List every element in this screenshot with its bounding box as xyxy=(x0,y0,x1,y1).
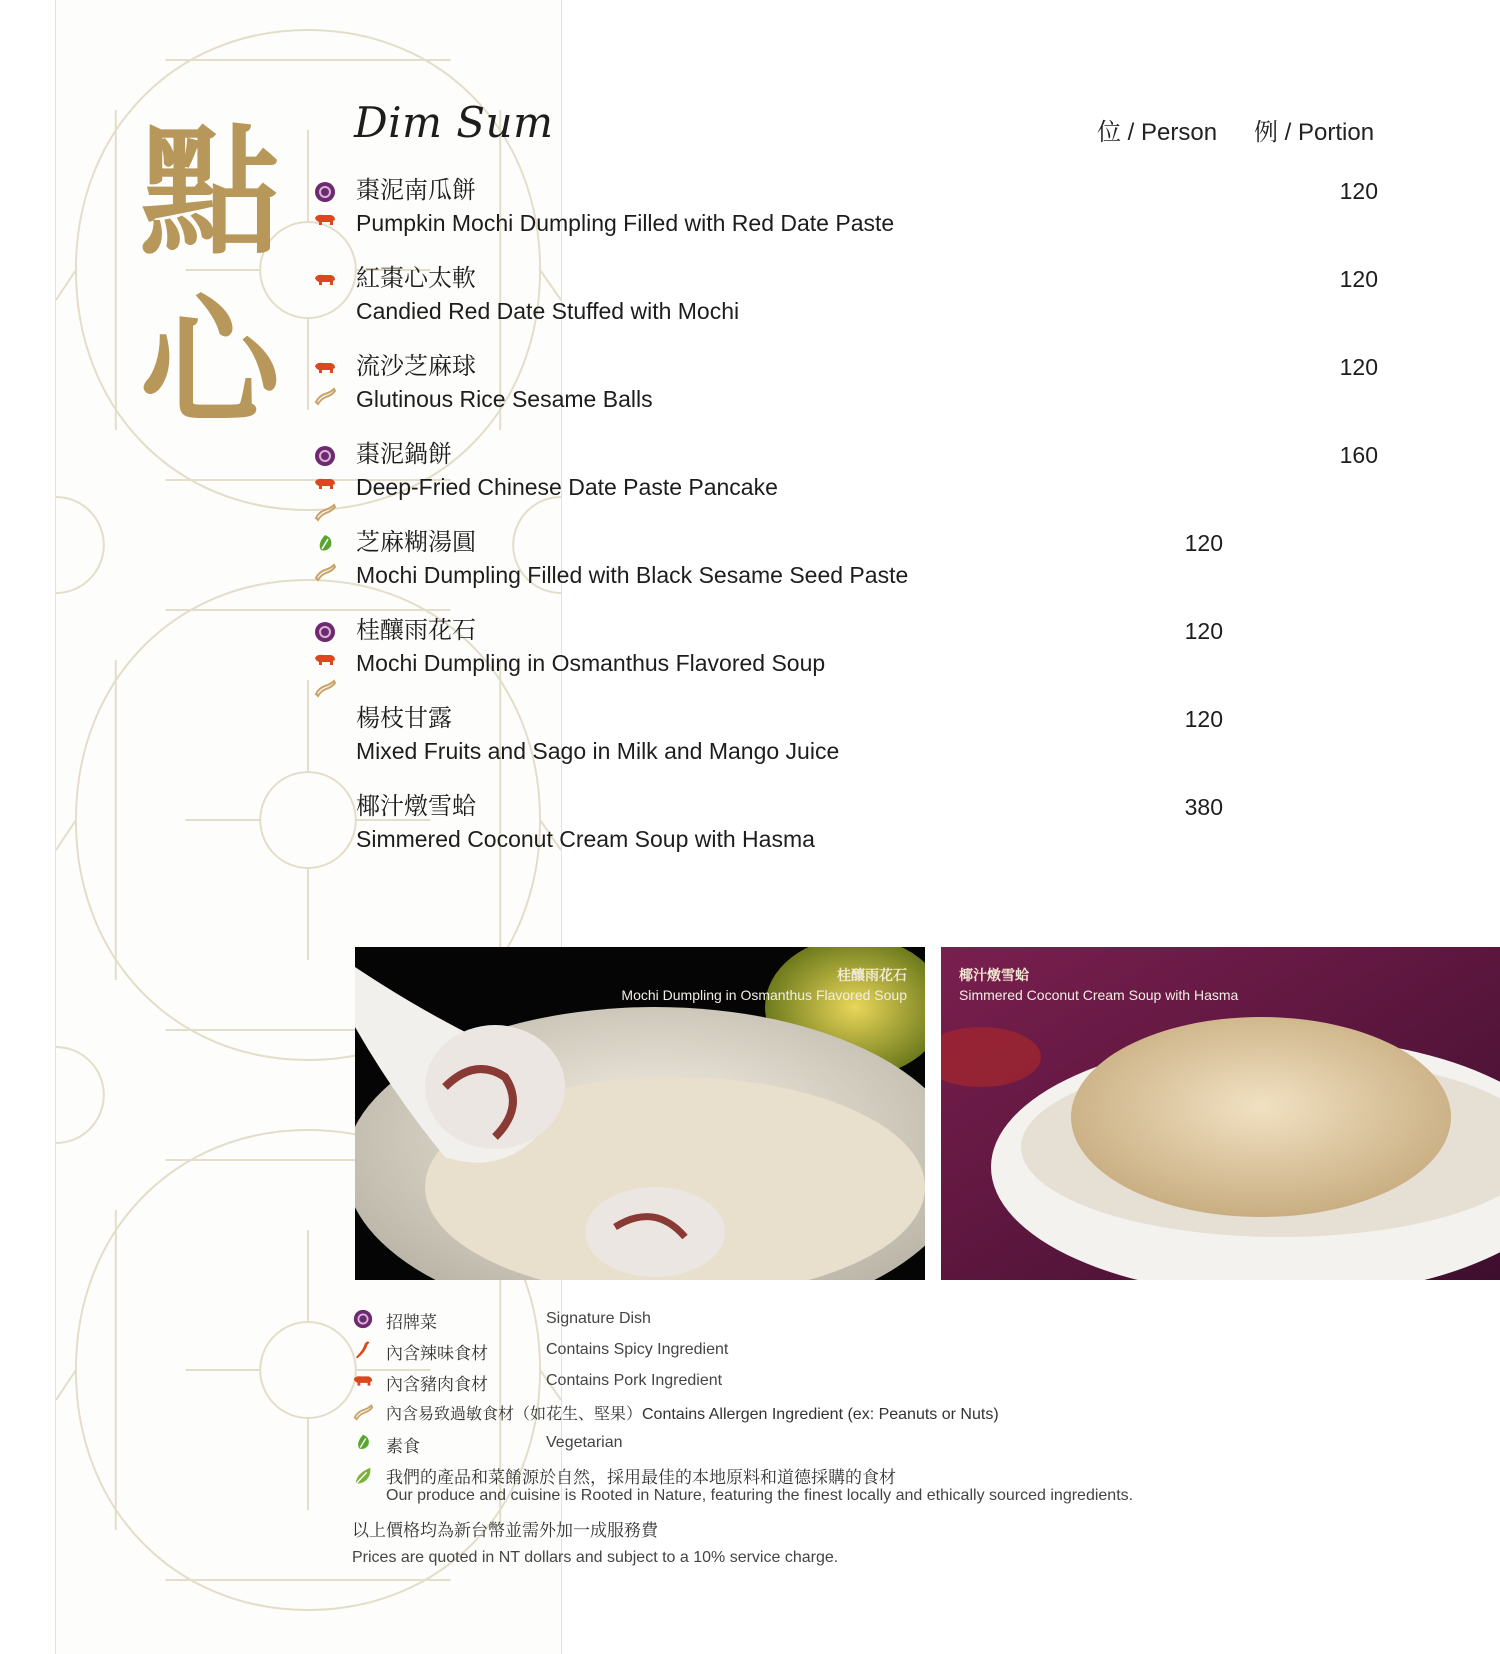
photo-caption-en: Mochi Dumpling in Osmanthus Flavored Soup xyxy=(621,987,907,1003)
item-price-person: 120 xyxy=(1184,530,1223,556)
signature-icon xyxy=(313,444,337,468)
legend-vegetarian xyxy=(352,1430,1352,1461)
legend-label-en: Contains Spicy Ingredient xyxy=(546,1341,729,1358)
legend-label-en: Signature Dish xyxy=(546,1310,651,1327)
item-name-en: Mochi Dumpling in Osmanthus Flavored Soup xyxy=(356,650,826,676)
legend-spicy xyxy=(352,1337,1352,1368)
signature-icon xyxy=(313,180,337,204)
allergen-icon xyxy=(313,676,337,700)
photo-caption-cn: 桂釀雨花石 xyxy=(837,967,907,983)
section-title: Dim Sum xyxy=(354,98,554,147)
item-price-person: 120 xyxy=(1184,706,1223,732)
item-price-portion: 160 xyxy=(1339,442,1378,468)
menu-item xyxy=(310,704,1390,792)
item-name-cn: 棗泥南瓜餅 xyxy=(356,177,476,204)
pork-icon xyxy=(313,356,337,380)
item-name-en: Deep-Fried Chinese Date Paste Pancake xyxy=(356,474,778,500)
item-icons xyxy=(313,356,341,412)
item-name-en: Glutinous Rice Sesame Balls xyxy=(356,386,653,412)
chinese-title-line1: 點 xyxy=(139,111,280,275)
item-price-person: 120 xyxy=(1184,618,1223,644)
pork-icon xyxy=(313,472,337,496)
allergen-icon xyxy=(352,1401,374,1423)
item-name-en: Mixed Fruits and Sago in Milk and Mango Juice xyxy=(356,738,840,764)
item-name-en: Simmered Coconut Cream Soup with Hasma xyxy=(356,826,815,852)
menu-item xyxy=(310,264,1390,352)
item-name-cn: 芝麻糊湯圓 xyxy=(356,529,476,556)
item-name-cn: 楊枝甘露 xyxy=(356,705,452,732)
allergen-icon xyxy=(313,560,337,584)
item-name-en: Mochi Dumpling Filled with Black Sesame Seed Paste xyxy=(356,562,909,588)
price-footnote xyxy=(352,1516,838,1567)
menu-item xyxy=(310,440,1390,528)
menu-item-list xyxy=(310,176,1390,880)
legend-label-cn: 素食 xyxy=(386,1437,420,1456)
item-name-cn: 椰汁燉雪蛤 xyxy=(356,793,476,820)
legend-label-cn: 招牌菜 xyxy=(386,1313,437,1332)
menu-item xyxy=(310,616,1390,704)
portion-column-header: 例 / Portion xyxy=(1254,119,1375,146)
legend-label-en: Contains Pork Ingredient xyxy=(546,1372,723,1389)
allergen-icon xyxy=(313,500,337,524)
menu-item xyxy=(310,528,1390,616)
chinese-section-title xyxy=(130,108,290,448)
leaf-icon xyxy=(352,1465,374,1487)
allergen-icon xyxy=(313,384,337,408)
menu-item xyxy=(310,352,1390,440)
legend-signature xyxy=(352,1306,1352,1337)
item-name-en: Pumpkin Mochi Dumpling Filled with Red Date Paste xyxy=(356,210,895,236)
legend-nature-en: Our produce and cuisine is Rooted in Nature, featuring the finest locally and ethically sourced ingredients. xyxy=(386,1487,1134,1504)
item-price-portion: 120 xyxy=(1339,178,1378,204)
pork-icon xyxy=(313,648,337,672)
legend-label-en: Vegetarian xyxy=(546,1434,623,1451)
person-column-header: 位 / Person xyxy=(1097,119,1218,146)
item-icons xyxy=(313,444,341,528)
footnote-cn: 以上價格均為新台幣並需外加一成服務費 xyxy=(352,1521,658,1540)
item-name-cn: 桂釀雨花石 xyxy=(356,617,476,644)
item-icons xyxy=(313,532,341,588)
item-name-cn: 棗泥鍋餅 xyxy=(356,441,452,468)
legend-nature-cn: 我們的產品和菜餚源於自然，採用最佳的本地原料和道德採購的食材 xyxy=(386,1468,896,1487)
footnote-en: Prices are quoted in NT dollars and subject to a 10% service charge. xyxy=(352,1549,839,1566)
pork-icon xyxy=(313,208,337,232)
vegetarian-icon xyxy=(313,532,337,556)
item-name-en: Candied Red Date Stuffed with Mochi xyxy=(356,298,740,324)
legend-label-allergen: 內含易致過敏食材（如花生、堅果）Contains Allergen Ingredient (ex: Peanuts or Nuts) xyxy=(386,1406,999,1423)
menu-item xyxy=(310,792,1390,880)
pork-icon xyxy=(352,1370,374,1392)
item-icons xyxy=(313,180,341,236)
icon-legend xyxy=(352,1306,1352,1511)
item-price-person: 380 xyxy=(1184,794,1223,820)
item-price-portion: 120 xyxy=(1339,266,1378,292)
signature-icon xyxy=(352,1308,374,1330)
legend-allergen xyxy=(352,1399,1352,1430)
pork-icon xyxy=(313,268,337,292)
legend-label-cn: 內含辣味食材 xyxy=(386,1344,488,1363)
item-price-portion: 120 xyxy=(1339,354,1378,380)
photo-caption-cn: 椰汁燉雪蛤 xyxy=(959,967,1029,983)
legend-label-cn: 內含豬肉食材 xyxy=(386,1375,488,1394)
item-icons xyxy=(313,620,341,704)
item-name-cn: 紅棗心太軟 xyxy=(356,265,476,292)
item-name-cn: 流沙芝麻球 xyxy=(356,353,476,380)
chinese-title-line2: 心 xyxy=(139,281,280,445)
signature-icon xyxy=(313,620,337,644)
legend-pork xyxy=(352,1368,1352,1399)
vegetarian-icon xyxy=(352,1432,374,1454)
legend-rooted-in-nature xyxy=(352,1461,1352,1511)
photo-caption-en: Simmered Coconut Cream Soup with Hasma xyxy=(959,987,1239,1003)
photo-osmanthus-dumpling xyxy=(355,947,925,1280)
menu-item xyxy=(310,176,1390,264)
item-icons xyxy=(313,268,341,296)
chili-icon xyxy=(352,1339,374,1361)
photo-coconut-hasma xyxy=(941,947,1500,1280)
